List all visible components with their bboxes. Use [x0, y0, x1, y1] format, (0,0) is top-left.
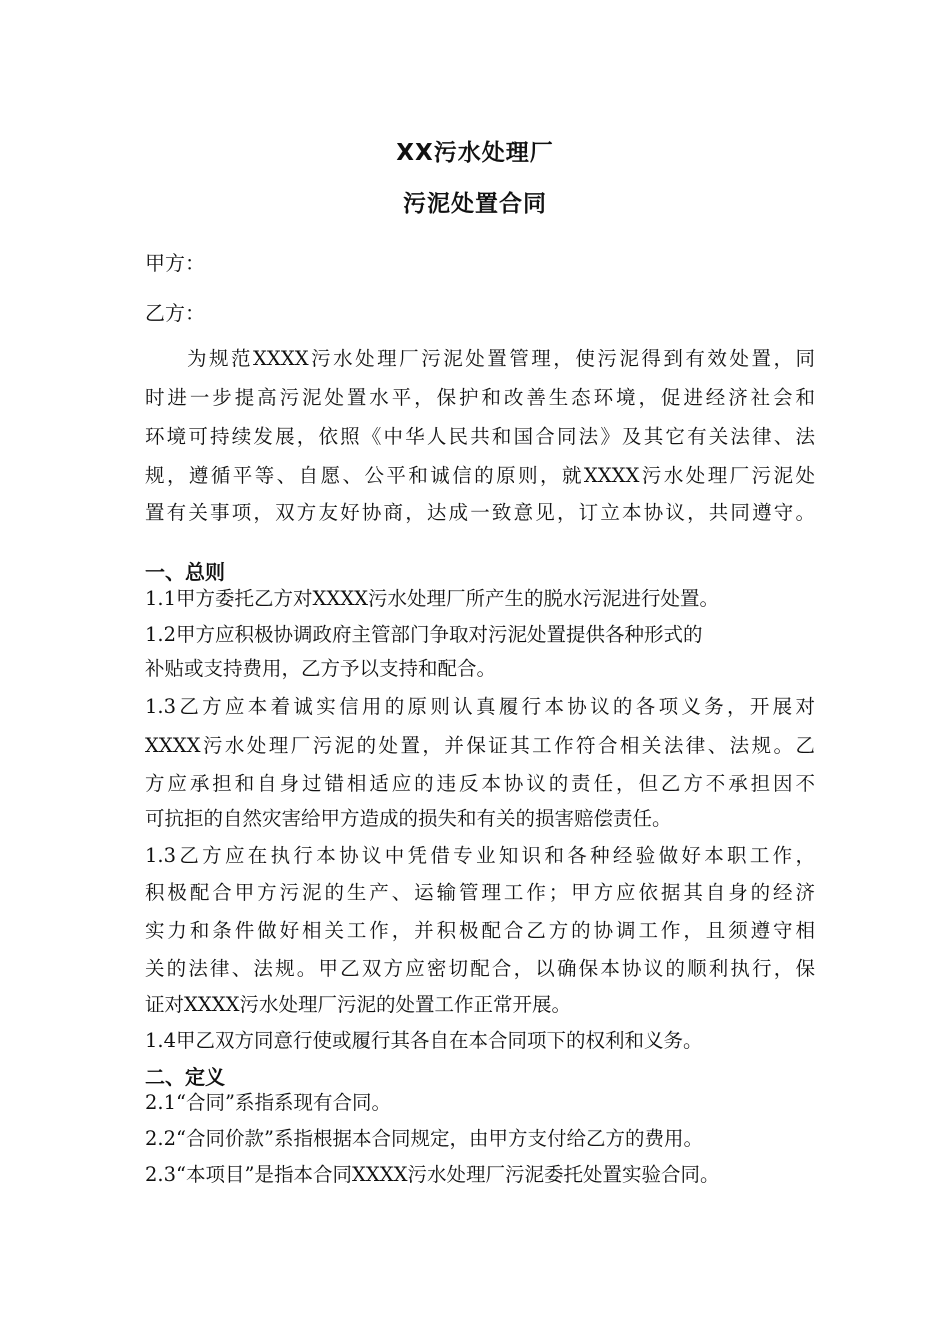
clause-line: 关的法律、法规。甲乙双方应密切配合，以确保本协议的顺利执行，保	[145, 957, 815, 980]
clause-line: 可抗拒的自然灾害给甲方造成的损失和有关的损害赔偿责任。	[145, 807, 672, 830]
section2-heading: 二、定义	[145, 1065, 225, 1089]
preamble-line: 规，遵循平等、自愿、公平和诚信的原则，就XXXX污水处理厂污泥处	[145, 464, 815, 487]
preamble-line: 时进一步提高污泥处置水平，保护和改善生态环境，促进经济社会和	[145, 386, 815, 409]
clause-line: 1.3乙方应在执行本协议中凭借专业知识和各种经验做好本职工作，	[145, 844, 815, 867]
clause-line: 补贴或支持费用，乙方予以支持和配合。	[145, 657, 497, 680]
clause-line: 2.2“合同价款”系指根据本合同规定，由甲方支付给乙方的费用。	[145, 1127, 703, 1150]
clause-line: 方应承担和自身过错相适应的违反本协议的责任，但乙方不承担因不	[145, 772, 815, 795]
clause-line: 2.1“合同”系指系现有合同。	[145, 1091, 391, 1114]
preamble-line: 环境可持续发展，依照《中华人民共和国合同法》及其它有关法律、法	[145, 425, 815, 448]
party-b-label: 乙方：	[145, 301, 205, 325]
clause-line: 证对XXXX污水处理厂污泥的处置工作正常开展。	[145, 993, 572, 1016]
clause-line: 1.3乙方应本着诚实信用的原则认真履行本协议的各项义务，开展对	[145, 695, 815, 718]
preamble-line: 置有关事项，双方友好协商，达成一致意见，订立本协议，共同遵守。	[145, 501, 815, 524]
preamble-line: 为规范XXXX污水处理厂污泥处置管理，使污泥得到有效处置，同	[187, 347, 815, 370]
clause-line: 实力和条件做好相关工作，并积极配合乙方的协调工作，且须遵守相	[145, 919, 815, 942]
document-title-line1: XX污水处理厂	[396, 140, 554, 166]
clause-line: XXXX污水处理厂污泥的处置，并保证其工作符合相关法律、法规。乙	[145, 734, 815, 757]
document-title-line2: 污泥处置合同	[403, 191, 547, 217]
clause-line: 积极配合甲方污泥的生产、运输管理工作；甲方应依据其自身的经济	[145, 881, 815, 904]
clause-line: 2.3“本项目”是指本合同XXXX污水处理厂污泥委托处置实验合同。	[145, 1163, 720, 1186]
party-a-label: 甲方：	[145, 251, 205, 275]
clause-line: 1.1甲方委托乙方对XXXX污水处理厂所产生的脱水污泥进行处置。	[145, 587, 720, 610]
clause-line: 1.4甲乙双方同意行使或履行其各自在本合同项下的权利和义务。	[145, 1029, 703, 1052]
section1-heading: 一、总则	[145, 560, 225, 584]
clause-line: 1.2甲方应积极协调政府主管部门争取对污泥处置提供各种形式的	[145, 623, 703, 646]
